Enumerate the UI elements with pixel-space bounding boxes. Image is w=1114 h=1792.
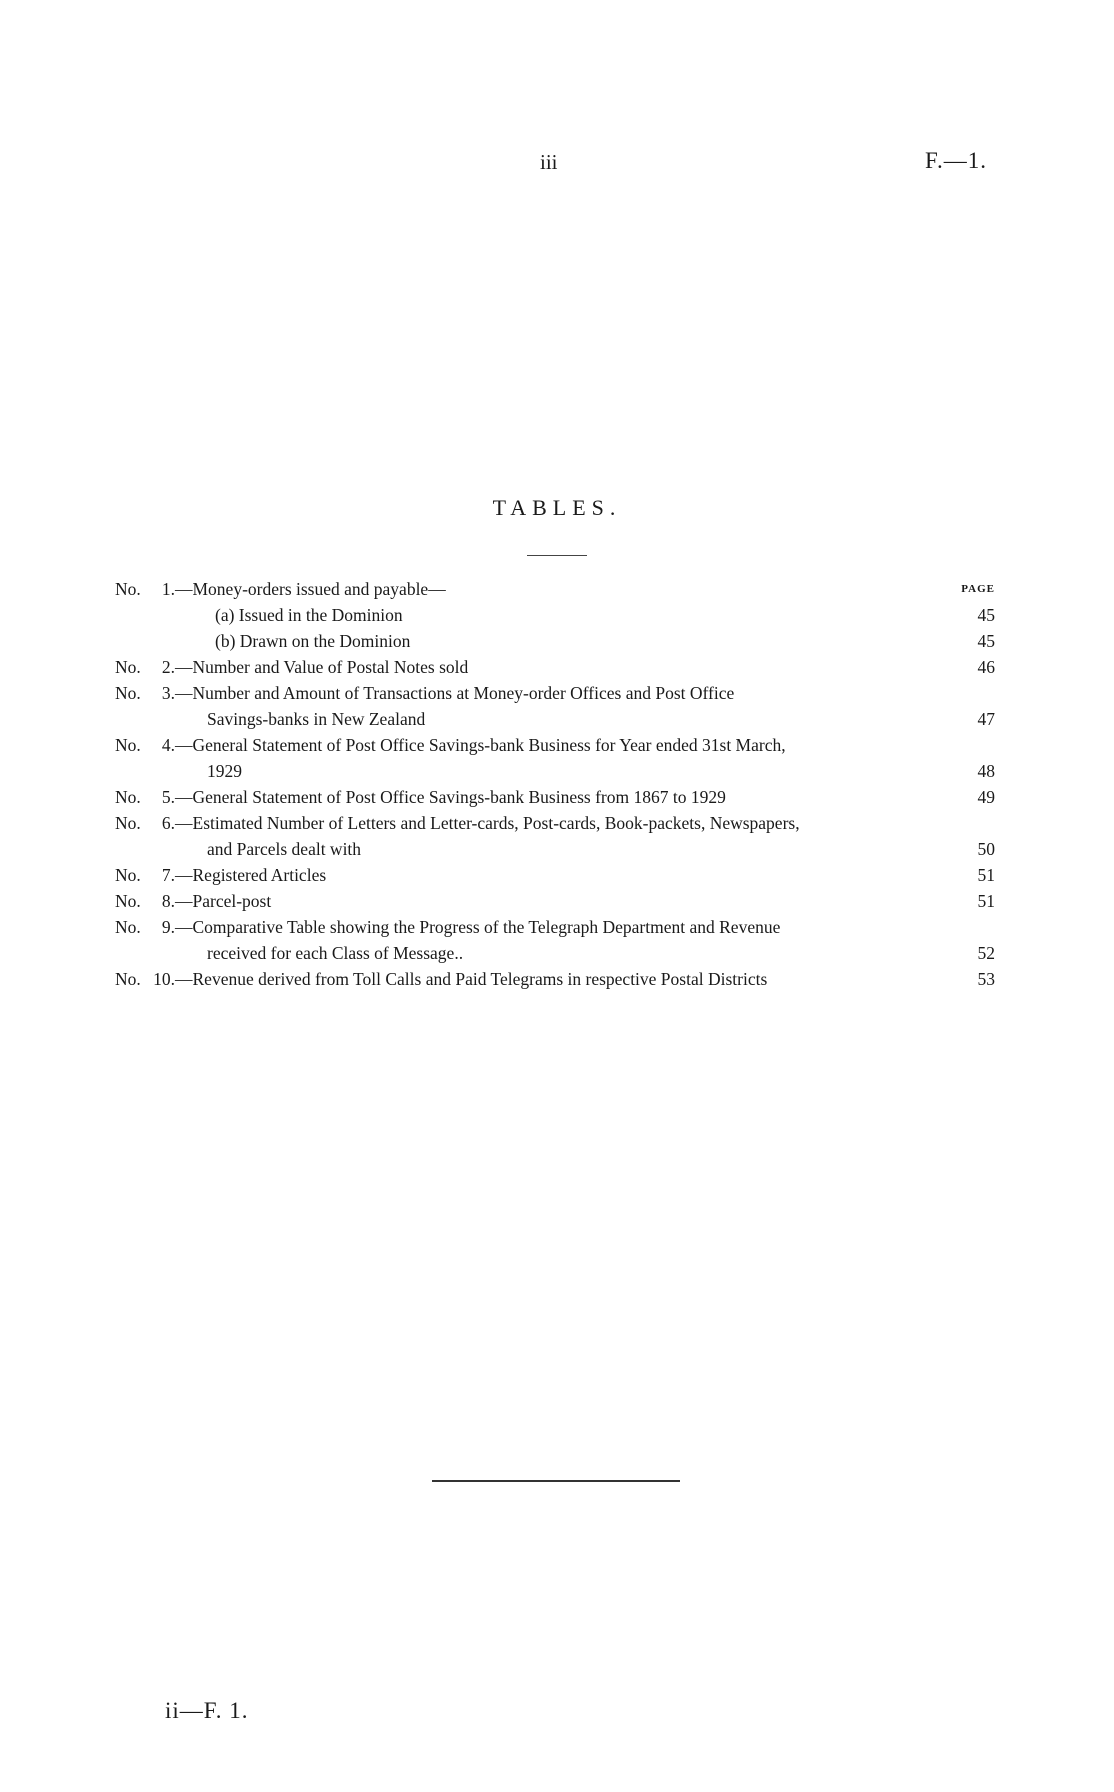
- entry-title: —Parcel-post: [175, 891, 272, 911]
- entry-title: —General Statement of Post Office Savings-bank Business for Year ended 31st March,: [175, 735, 786, 755]
- entry-no-label: No.: [115, 787, 141, 807]
- entry-number: 5.: [161, 787, 175, 807]
- entry-page-number: 45: [977, 605, 995, 625]
- toc-entry: [115, 732, 995, 784]
- entry-title: —Money-orders issued and payable—: [175, 579, 446, 599]
- toc-entry: [115, 680, 995, 732]
- entry-page-number: 51: [977, 891, 995, 911]
- entry-page-number: 52: [977, 943, 995, 963]
- toc-entry: [115, 810, 995, 862]
- entry-number: 4.: [161, 735, 175, 755]
- toc-entry: [115, 862, 995, 888]
- entry-title-continued: Savings-banks in New Zealand: [207, 709, 426, 729]
- entry-page-number: 48: [977, 761, 995, 781]
- page-column-header: PAGE: [961, 583, 995, 595]
- entry-no-label: No.: [115, 813, 141, 833]
- entry-title-continued: 1929: [207, 761, 242, 781]
- table-of-contents: [115, 576, 995, 992]
- entry-page-number: 45: [977, 631, 995, 651]
- toc-entry: [115, 602, 995, 628]
- entry-title: —Number and Value of Postal Notes sold: [175, 657, 469, 677]
- page-title: TABLES.: [492, 495, 622, 520]
- entry-title: —Revenue derived from Toll Calls and Paid Telegrams in respective Postal Districts: [175, 969, 768, 989]
- toc-entry: [115, 914, 995, 966]
- page-number: iii: [540, 150, 558, 174]
- entry-page-number: 47: [977, 709, 995, 729]
- entry-number: 7.: [161, 865, 175, 885]
- toc-entry: [115, 628, 995, 654]
- entry-number: 2.: [161, 657, 175, 677]
- entry-title: —General Statement of Post Office Savings-bank Business from 1867 to 1929: [175, 787, 726, 807]
- entry-no-label: No.: [115, 865, 141, 885]
- entry-number: 10.: [153, 969, 175, 989]
- entry-no-label: No.: [115, 735, 141, 755]
- entry-no-label: No.: [115, 969, 141, 989]
- entry-title: (a) Issued in the Dominion: [215, 605, 403, 625]
- entry-no-label: No.: [115, 917, 141, 937]
- entry-title: —Comparative Table showing the Progress of the Telegraph Department and Revenue: [175, 917, 781, 937]
- entry-page-number: 50: [977, 839, 995, 859]
- entry-number: 1.: [161, 579, 175, 599]
- entry-title-continued: received for each Class of Message..: [207, 943, 464, 963]
- document-reference: F.—1.: [925, 148, 987, 173]
- entry-number: 8.: [161, 891, 175, 911]
- title-divider: [527, 555, 587, 556]
- entry-number: 6.: [161, 813, 175, 833]
- entry-no-label: No.: [115, 683, 141, 703]
- entry-title: —Estimated Number of Letters and Letter-cards, Post-cards, Book-packets, Newspapers,: [175, 813, 800, 833]
- entry-number: 3.: [161, 683, 175, 703]
- entry-title: —Registered Articles: [175, 865, 327, 885]
- footer-reference: ii—F. 1.: [165, 1698, 249, 1723]
- entry-number: 9.: [161, 917, 175, 937]
- toc-entry: [115, 966, 995, 992]
- entry-no-label: No.: [115, 657, 141, 677]
- entry-page-number: 49: [977, 787, 995, 807]
- toc-entry: [115, 784, 995, 810]
- toc-entry: [115, 576, 995, 602]
- entry-title: —Number and Amount of Transactions at Money-order Offices and Post Office: [175, 683, 735, 703]
- entry-no-label: No.: [115, 579, 141, 599]
- entry-page-number: 51: [977, 865, 995, 885]
- entry-title: (b) Drawn on the Dominion: [215, 631, 411, 651]
- toc-entry: [115, 654, 995, 680]
- entry-page-number: 53: [977, 969, 995, 989]
- entry-no-label: No.: [115, 891, 141, 911]
- entry-page-number: 46: [977, 657, 995, 677]
- entry-title-continued: and Parcels dealt with: [207, 839, 362, 859]
- bottom-divider: [432, 1480, 680, 1482]
- toc-entry: [115, 888, 995, 914]
